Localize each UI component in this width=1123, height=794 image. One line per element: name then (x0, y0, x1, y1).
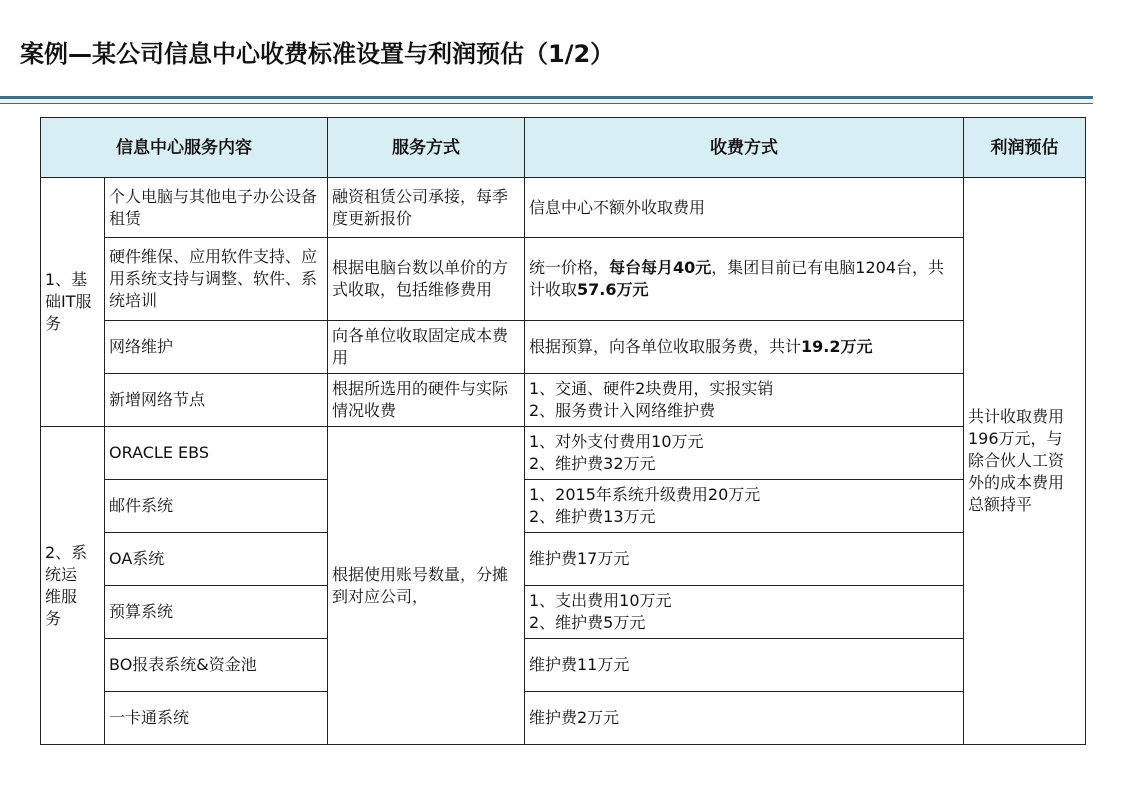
fee-cell (525, 321, 964, 374)
service-cell: 根据电脑台数以单价的方式收取，包括维修费用 (328, 238, 525, 321)
table-row (41, 533, 1086, 586)
fee-cell (525, 238, 964, 321)
category-system-ops (41, 427, 105, 745)
item-cell: ORACLE EBS (105, 427, 328, 480)
table-row (41, 427, 1086, 480)
table-row (41, 480, 1086, 533)
item-cell: 预算系统 (105, 586, 328, 639)
fee-line: 1、对外支付费用10万元 (529, 432, 704, 451)
fee-highlight: 57.6万元 (577, 280, 649, 299)
category-text: 2、系 (45, 542, 88, 562)
category-text: 统运 (45, 564, 78, 584)
table-row (41, 238, 1086, 321)
profit-text: 除合伙人工资 (968, 451, 1065, 470)
item-cell: 硬件维保、应用软件支持、应用系统支持与调整、软件、系统培训 (105, 238, 328, 321)
fee-highlight: 19.2万元 (801, 337, 873, 356)
profit-text: 总额持平 (968, 495, 1033, 514)
fee-table (40, 117, 1086, 745)
fee-line: 2、维护费5万元 (529, 613, 646, 632)
header-service: 服务方式 (328, 118, 525, 178)
header-row (41, 118, 1086, 178)
fee-text: 根据预算，向各单位收取服务费，共计 (529, 337, 802, 356)
table-row (41, 586, 1086, 639)
category-text: 维服 (45, 586, 78, 606)
fee-line: 2、维护费13万元 (529, 507, 656, 526)
service-cell: 向各单位收取固定成本费用 (328, 321, 525, 374)
table-row (41, 374, 1086, 427)
fee-cell: 维护费17万元 (525, 533, 964, 586)
category-text: 务 (45, 608, 62, 628)
fee-line: 2、服务费计入网络维护费 (529, 401, 716, 420)
item-cell: 邮件系统 (105, 480, 328, 533)
fee-text: 统一价格， (529, 258, 610, 277)
header-content: 信息中心服务内容 (41, 118, 328, 178)
category-basic-it (41, 178, 105, 427)
title-divider (0, 96, 1093, 104)
service-cell: 根据使用账号数量，分摊到对应公司， (328, 427, 525, 745)
fee-line: 2、维护费32万元 (529, 454, 656, 473)
table-row (41, 321, 1086, 374)
category-text: 务 (45, 314, 62, 333)
category-text: 1、基 (45, 270, 88, 289)
item-cell: 一卡通系统 (105, 692, 328, 745)
header-profit: 利润预估 (964, 118, 1086, 178)
fee-cell: 信息中心不额外收取费用 (525, 178, 964, 238)
fee-line: 1、2015年系统升级费用20万元 (529, 485, 761, 504)
item-cell: OA系统 (105, 533, 328, 586)
page-title: 案例—某公司信息中心收费标准设置与利润预估（1/2） (20, 40, 615, 68)
item-cell: 个人电脑与其他电子办公设备租赁 (105, 178, 328, 238)
fee-line: 1、支出费用10万元 (529, 591, 672, 610)
profit-text: 外的成本费用 (968, 473, 1065, 492)
category-text: 础IT服 (45, 292, 92, 311)
fee-cell (525, 427, 964, 480)
service-cell: 根据所选用的硬件与实际情况收费 (328, 374, 525, 427)
profit-text: 196万元，与 (968, 429, 1063, 448)
table-row (41, 692, 1086, 745)
item-cell: 新增网络节点 (105, 374, 328, 427)
item-cell: 网络维护 (105, 321, 328, 374)
fee-text: ，集团目前已有电脑1204台，共计收取 (529, 258, 945, 299)
service-cell: 融资租赁公司承接，每季度更新报价 (328, 178, 525, 238)
header-fee: 收费方式 (525, 118, 964, 178)
table-row (41, 639, 1086, 692)
item-cell: BO报表系统&资金池 (105, 639, 328, 692)
fee-cell: 维护费2万元 (525, 692, 964, 745)
table-row (41, 178, 1086, 238)
profit-estimate-cell (964, 178, 1086, 745)
fee-line: 1、交通、硬件2块费用，实报实销 (529, 379, 774, 398)
fee-highlight: 每台每月40元 (609, 258, 712, 277)
fee-cell (525, 586, 964, 639)
profit-text: 共计收取费用 (968, 407, 1065, 426)
fee-cell (525, 480, 964, 533)
fee-cell: 维护费11万元 (525, 639, 964, 692)
fee-cell (525, 374, 964, 427)
